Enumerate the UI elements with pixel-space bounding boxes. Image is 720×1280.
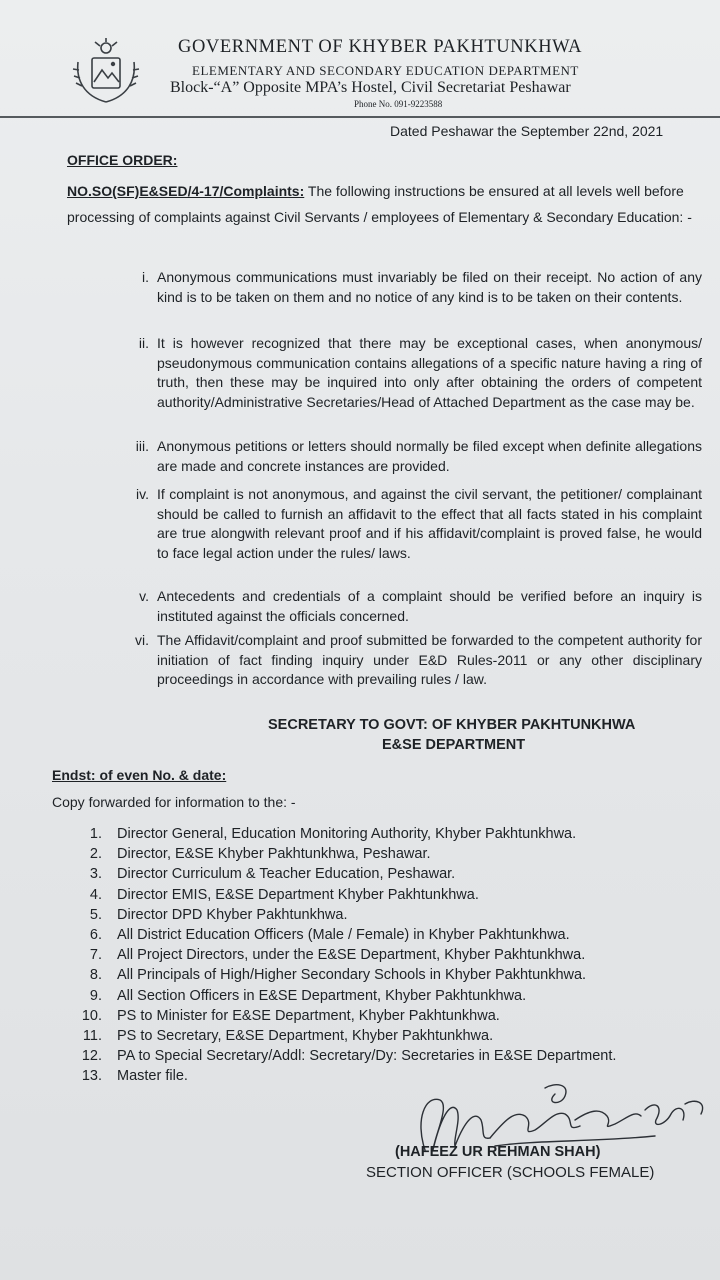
instruction-number: vi. <box>135 632 149 648</box>
department-address: Block-“A” Opposite MPA’s Hostel, Civil Secretariat Peshawar <box>170 79 571 96</box>
recipients-list <box>72 826 712 1088</box>
recipient-text: All District Education Officers (Male / Female) in Khyber Pakhtunkhwa. <box>117 926 570 943</box>
recipient-text: PS to Minister for E&SE Department, Khyber Pakhtunkhwa. <box>117 1007 500 1024</box>
recipient-number: 11. <box>82 1027 102 1044</box>
instruction-text: Antecedents and credentials of a complaint should be verified before an inquiry is instituted against the officials concerned. <box>157 588 702 624</box>
phone-number: Phone No. 091-9223588 <box>354 99 443 109</box>
instruction-item <box>127 587 707 626</box>
order-date: Dated Peshawar the September 22nd, 2021 <box>390 123 664 139</box>
recipient-number: 10. <box>81 1007 102 1024</box>
recipient-text: All Principals of High/Higher Secondary Schools in Khyber Pakhtunkhwa. <box>117 967 587 984</box>
instruction-item <box>127 485 707 583</box>
department-name: ELEMENTARY AND SECONDARY EDUCATION DEPARTMENT <box>192 63 579 78</box>
instruction-text: Anonymous communications must invariably be filed on their receipt. No action of any kind is to be taken on them and no notice of any kind is to be taken on their contents. <box>157 269 702 305</box>
signatory-name: (HAFEEZ UR REHMAN SHAH) <box>395 1144 601 1160</box>
recipient-number: 12. <box>81 1048 102 1065</box>
list-item <box>72 927 712 947</box>
instruction-text: If complaint is not anonymous, and against the civil servant, the petitioner/ complainant should be called to furnish an affidavit to the effect that all facts stated in his complaint are true alongwith relevant proof and if his affidavit/complaint is proved false, he would to face legal action under the rules/ laws. <box>157 486 702 561</box>
instruction-number: ii. <box>138 335 149 351</box>
list-item <box>72 887 712 907</box>
header-divider <box>0 116 720 118</box>
endorsement-title: Endst: of even No. & date: <box>52 767 227 783</box>
secretary-department: E&SE DEPARTMENT <box>382 737 526 753</box>
order-intro <box>67 178 697 230</box>
recipient-number: 3. <box>89 866 102 883</box>
list-item <box>72 988 712 1008</box>
instruction-item <box>127 631 707 690</box>
recipient-number: 13. <box>81 1068 102 1085</box>
recipient-text: PS to Secretary, E&SE Department, Khyber Pakhtunkhwa. <box>117 1027 494 1044</box>
list-item <box>72 866 712 886</box>
instruction-number: i. <box>142 269 149 285</box>
instruction-item <box>127 334 707 432</box>
secretary-title: SECRETARY TO GOVT: OF KHYBER PAKHTUNKHWA <box>268 717 636 733</box>
recipient-number: 5. <box>89 906 102 923</box>
recipient-number: 9. <box>89 987 102 1004</box>
recipient-text: Director DPD Khyber Pakhtunkhwa. <box>117 906 348 923</box>
government-title: GOVERNMENT OF KHYBER PAKHTUNKHWA <box>178 37 583 57</box>
office-order-title: OFFICE ORDER: <box>67 152 178 168</box>
recipient-text: PA to Special Secretary/Addl: Secretary/Dy: Secretaries in E&SE Department. <box>117 1048 617 1065</box>
recipient-text: Director Curriculum & Teacher Education, Peshawar. <box>117 866 456 883</box>
instruction-text: It is however recognized that there may be exceptional cases, when anonymous/ pseudonymous communication contains allegations of a specific nature having a ring of truth, then these may be inquired into only after obtaining the orders of competent authority/Administrative Secretaries/Head of Attached Department as the case may be. <box>157 335 702 410</box>
signatory-designation: SECTION OFFICER (SCHOOLS FEMALE) <box>366 1164 655 1181</box>
instruction-item <box>127 268 707 326</box>
recipient-number: 4. <box>89 886 102 903</box>
recipient-text: Director General, Education Monitoring Authority, Khyber Pakhtunkhwa. <box>117 826 577 842</box>
endorsement-intro: Copy forwarded for information to the: - <box>52 794 296 810</box>
recipient-text: Director EMIS, E&SE Department Khyber Pakhtunkhwa. <box>117 886 479 903</box>
instruction-number: v. <box>139 588 149 604</box>
order-reference-number: NO.SO(SF)E&SED/4-17/Complaints: <box>67 183 305 199</box>
list-item <box>72 826 712 846</box>
recipient-number: 2. <box>89 846 102 863</box>
recipient-text: Master file. <box>117 1068 188 1085</box>
government-emblem-icon <box>70 36 142 108</box>
recipient-number: 7. <box>89 947 102 964</box>
instruction-text: Anonymous petitions or letters should normally be filed except when definite allegations are made and concrete instances are provided. <box>157 438 702 474</box>
instruction-number: iii. <box>135 438 149 454</box>
recipient-text: All Project Directors, under the E&SE Department, Khyber Pakhtunkhwa. <box>117 947 586 964</box>
order-intro-text: The following instructions be ensured at all levels well before processing of complaints against Civil Servants / employees of Elementary & Secondary Education: - <box>67 183 692 225</box>
recipient-text: Director, E&SE Khyber Pakhtunkhwa, Peshawar. <box>117 846 431 863</box>
list-item <box>72 1028 712 1048</box>
list-item <box>72 907 712 927</box>
instruction-text: The Affidavit/complaint and proof submitted be forwarded to the competent authority for initiation of fact finding inquiry under E&D Rules-2011 or any other disciplinary proceedings in accordance with prevailing rules / law. <box>157 632 702 687</box>
list-item <box>72 846 712 866</box>
list-item <box>72 947 712 967</box>
recipient-text: All Section Officers in E&SE Department, Khyber Pakhtunkhwa. <box>117 987 527 1004</box>
recipient-number: 1. <box>89 826 102 842</box>
list-item <box>72 1048 712 1068</box>
instruction-number: iv. <box>136 486 149 502</box>
instruction-item <box>127 437 707 476</box>
list-item <box>72 1008 712 1028</box>
recipient-number: 6. <box>89 926 102 943</box>
recipient-number: 8. <box>89 967 102 984</box>
list-item <box>72 967 712 987</box>
